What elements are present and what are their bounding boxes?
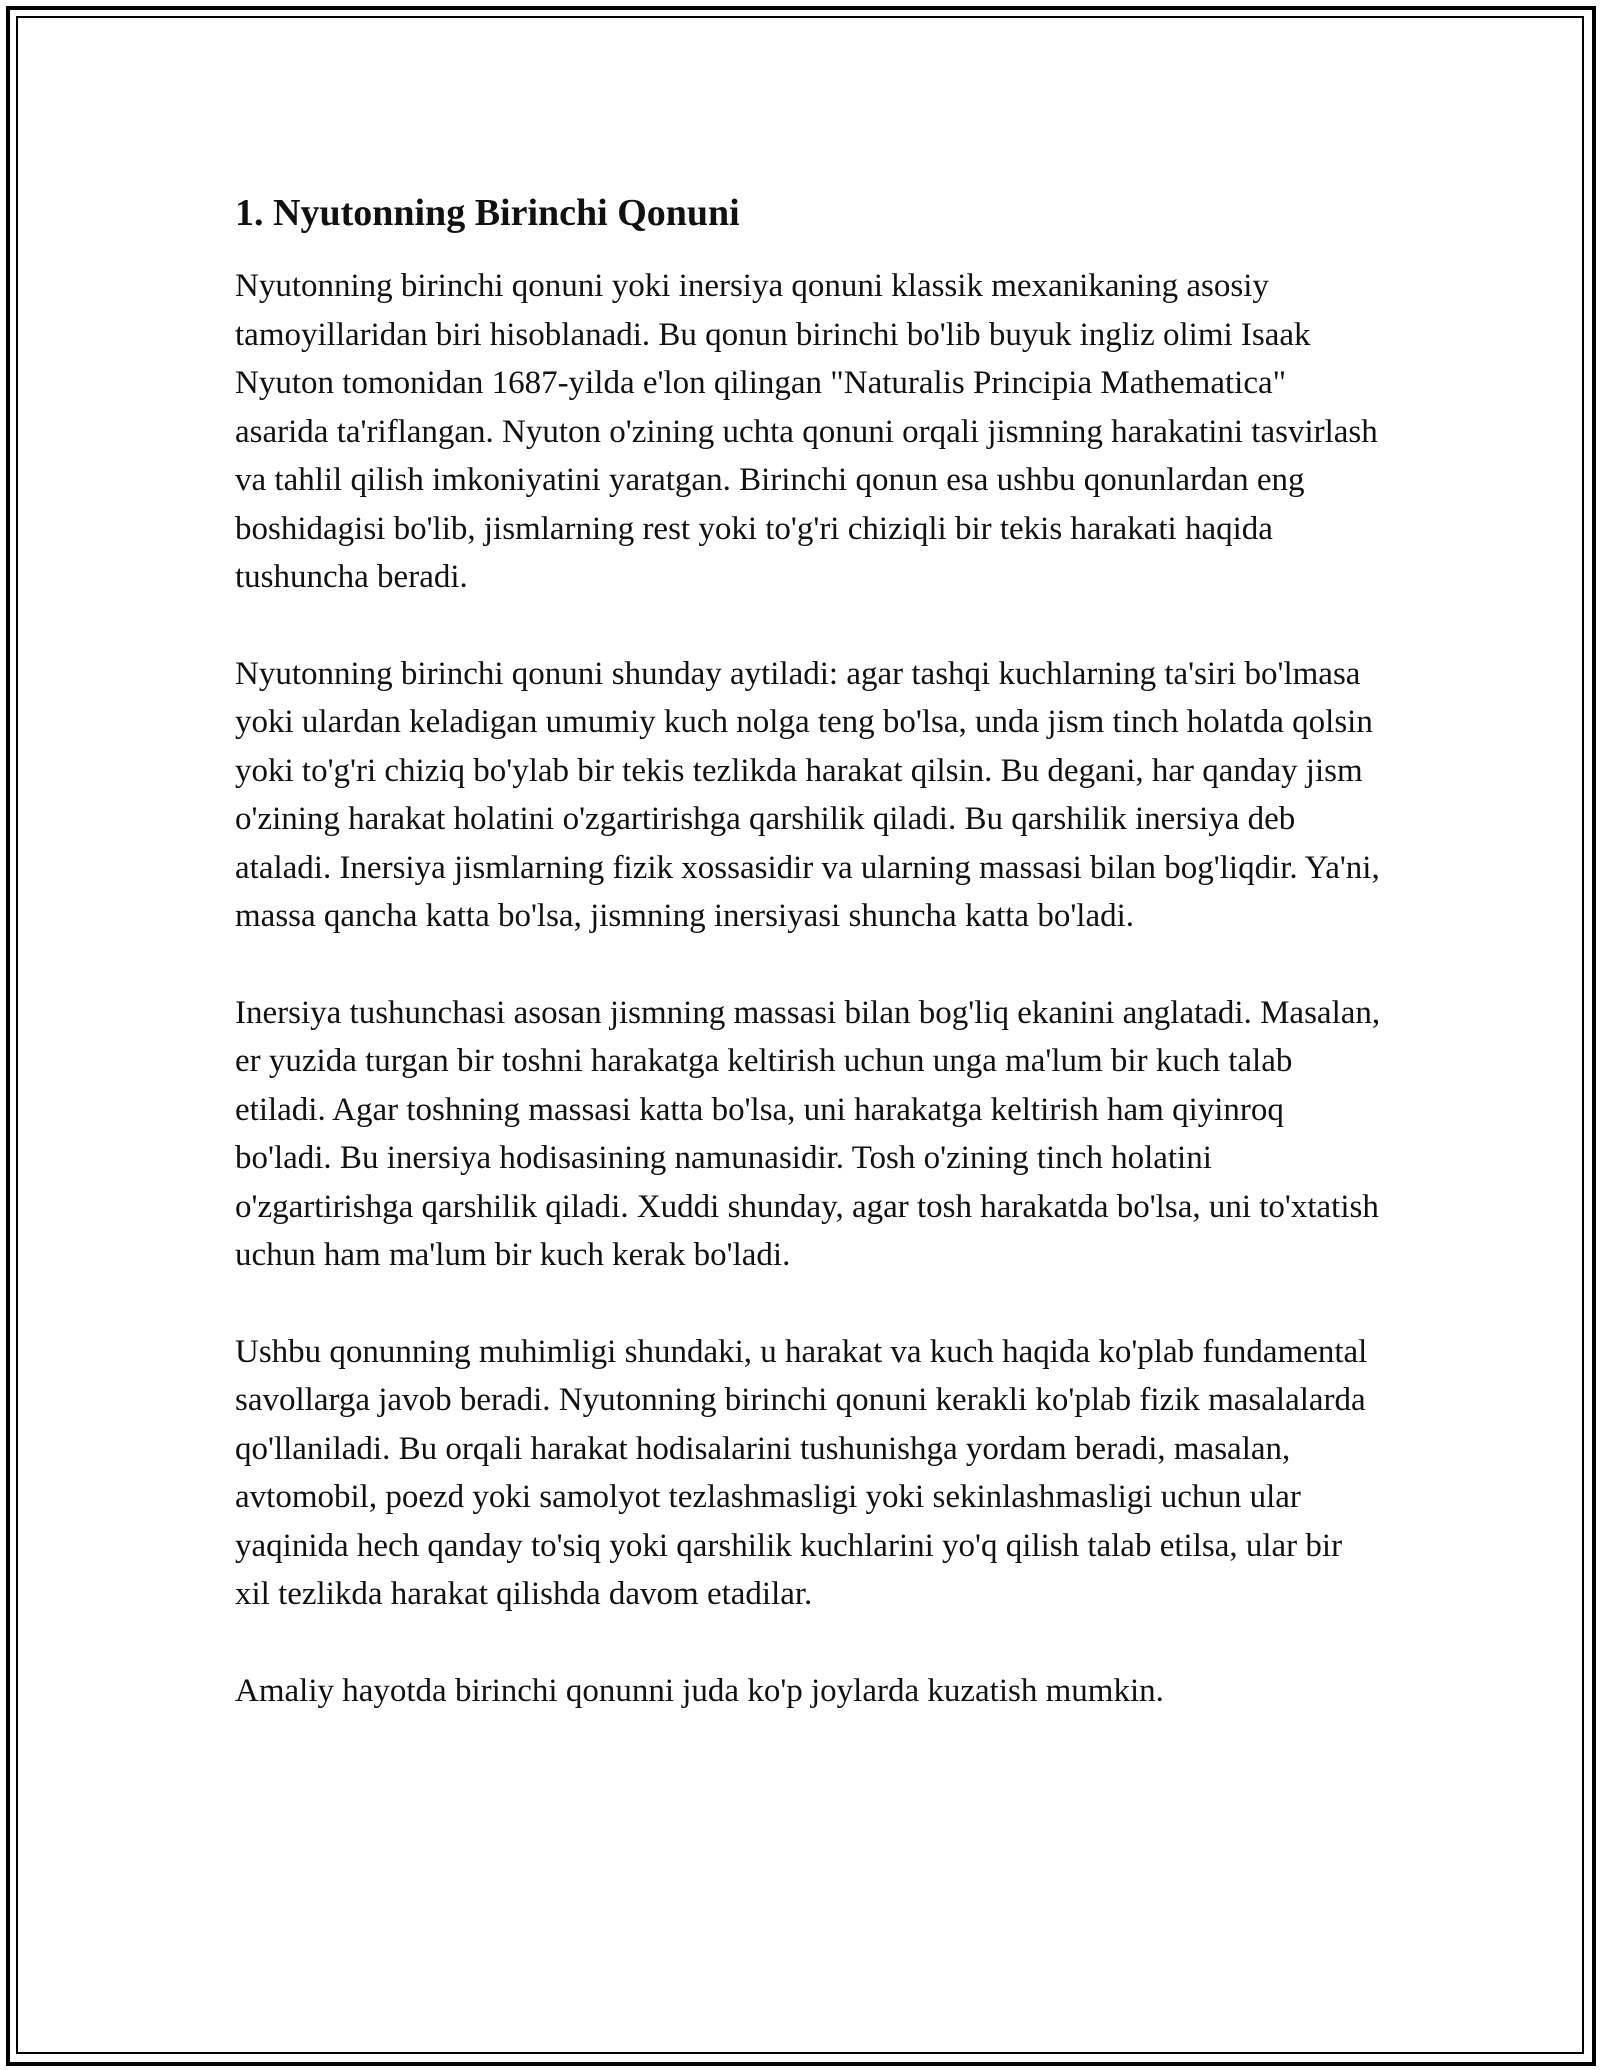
- paragraph-4: Ushbu qonunning muhimligi shundaki, u harakat va kuch haqida ko'plab fundamental savollarga javob beradi. Nyutonning birinchi qonuni kerakli ko'plab fizik masalalarda qo'llaniladi. Bu orqali harakat hodisalarini tushunishga yordam beradi, masalan, avtomobil, poezd yoki samolyot tezlashmasligi yoki sekinlashmasligi uchun ular yaqinida hech qanday to'siq yoki qarshilik kuchlarini yo'q qilish talab etilsa, ular bir xil tezlikda harakat qilishda davom etadilar.: [235, 1333, 1368, 1612]
- section-title: 1. Nyutonning Birinchi Qonuni: [235, 192, 740, 234]
- paragraph-5: Amaliy hayotda birinchi qonunni juda ko'p joylarda kuzatish mumkin.: [235, 1672, 1164, 1709]
- paragraph-2: Nyutonning birinchi qonuni shunday aytiladi: agar tashqi kuchlarning ta'siri bo'lmasa yoki ulardan keladigan umumiy kuch nolga teng bo'lsa, unda jism tinch holatda qolsin yoki to'g'ri chiziq bo'ylab bir tekis tezlikda harakat qilsin. Bu degani, har qanday jism o'zining harakat holatini o'zgartirishga qarshilik qiladi. Bu qarshilik inersiya deb ataladi. Inersiya jismlarning fizik xossasidir va ularning massasi bilan bog'liqdir. Ya'ni, massa qancha katta bo'lsa, jismning inersiyasi shuncha katta bo'ladi.: [235, 655, 1380, 934]
- paragraph-3: Inersiya tushunchasi asosan jismning massasi bilan bog'liq ekanini anglatadi. Masalan, er yuzida turgan bir toshni harakatga keltirish uchun unga ma'lum bir kuch talab etiladi. Agar toshning massasi katta bo'lsa, uni harakatga keltirish ham qiyinroq bo'ladi. Bu inersiya hodisasining namunasidir. Tosh o'zining tinch holatini o'zgartirishga qarshilik qiladi. Xuddi shunday, agar tosh harakatda bo'lsa, uni to'xtatish uchun ham ma'lum bir kuch kerak bo'ladi.: [235, 994, 1381, 1273]
- paragraph-1: Nyutonning birinchi qonuni yoki inersiya qonuni klassik mexanikaning asosiy tamoyillaridan biri hisoblanadi. Bu qonun birinchi bo'lib buyuk ingliz olimi Isaak Nyuton tomonidan 1687-yilda e'lon qilingan "Naturalis Principia Mathematica" asarida ta'riflangan. Nyuton o'zining uchta qonuni orqali jismning harakatini tasvirlash va tahlil qilish imkoniyatini yaratgan. Birinchi qonun esa ushbu qonunlardan eng boshidagisi bo'lib, jismlarning rest yoki to'g'ri chiziqli bir tekis harakati haqida tushuncha beradi.: [235, 268, 1378, 595]
- document-body: [235, 186, 1385, 1763]
